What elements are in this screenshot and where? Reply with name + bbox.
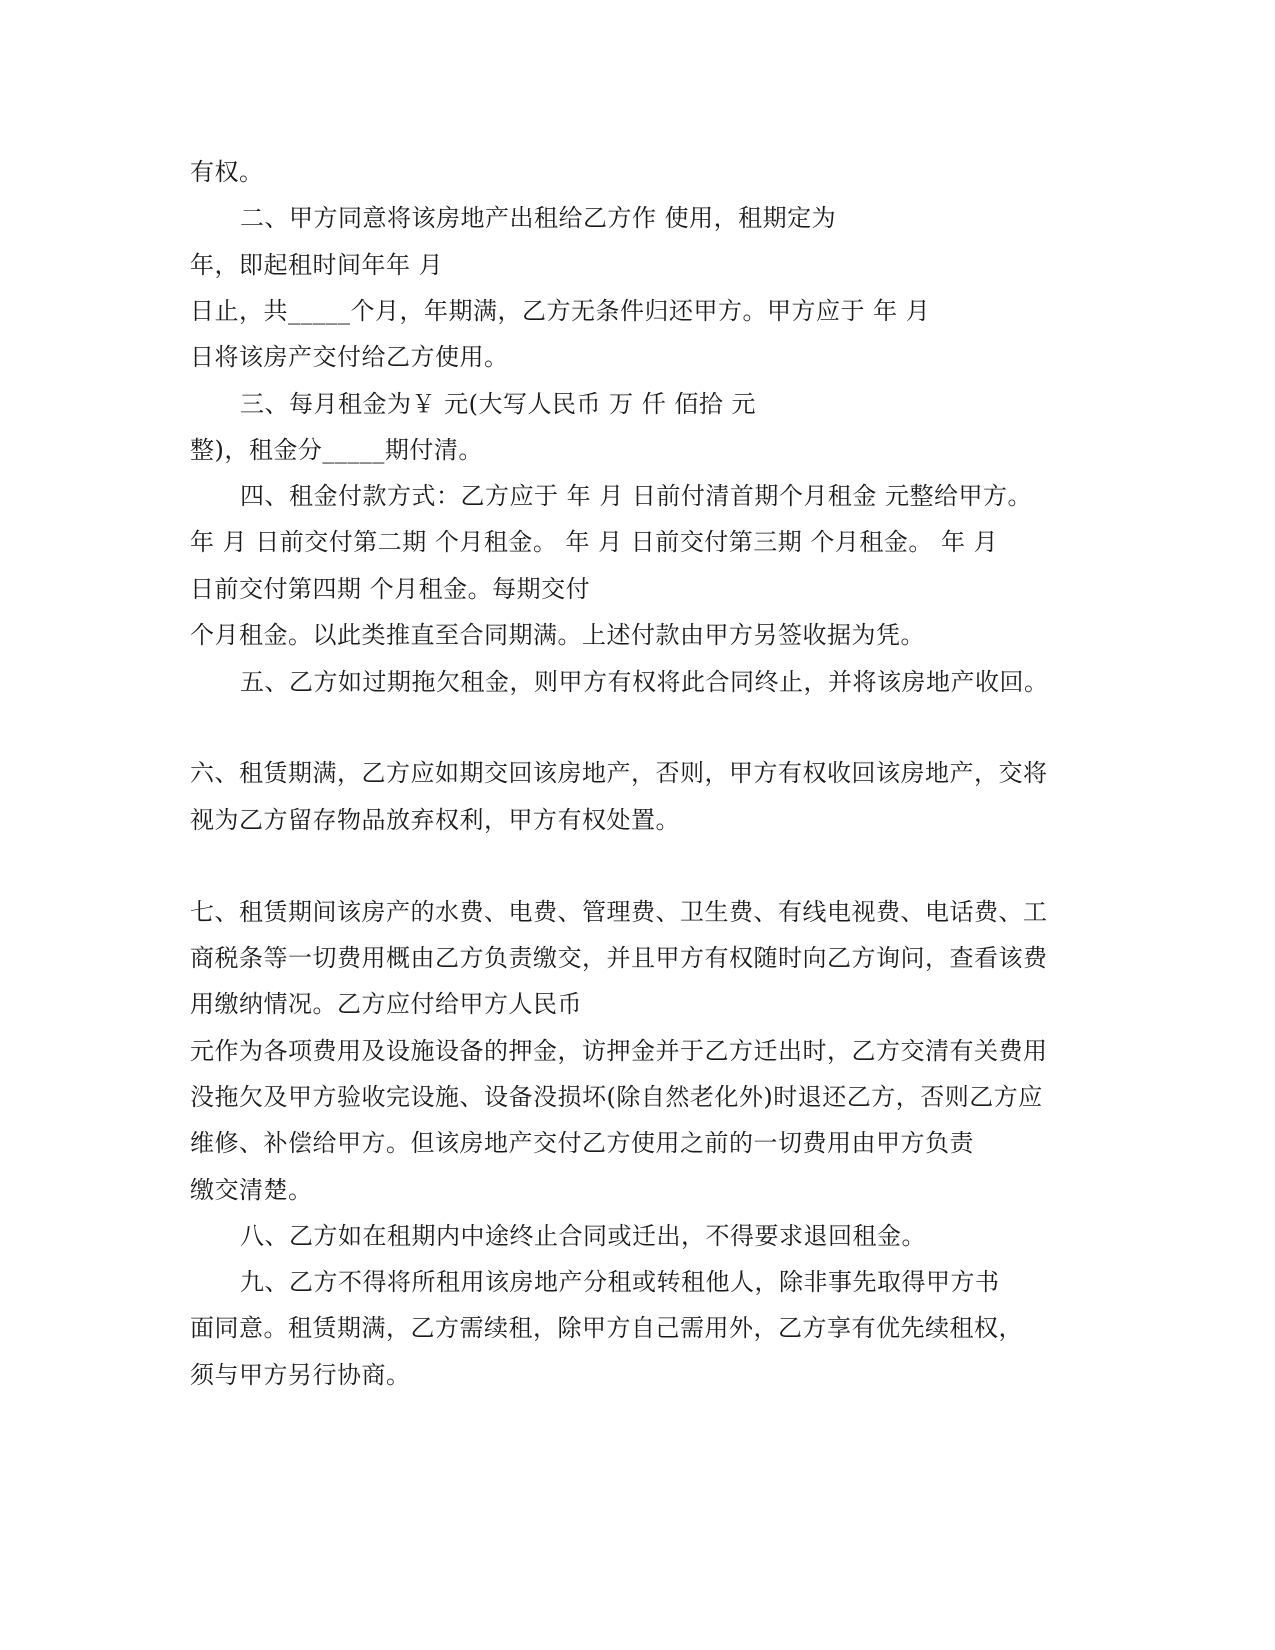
text-line: 七、租赁期间该房产的水费、电费、管理费、卫生费、有线电视费、电话费、工: [190, 898, 1048, 926]
text-line: 缴交清楚。: [190, 1176, 313, 1204]
text-line: 年 月 日前交付第二期 个月租金。 年 月 日前交付第三期 个月租金。 年 月: [190, 528, 999, 556]
text-line: 日将该房产交付给乙方使用。: [190, 343, 509, 371]
text-line: 年，即起租时间年年 月: [190, 251, 444, 279]
text-line: 整)，租金分_____期付清。: [190, 436, 483, 464]
text-line: 商税条等一切费用概由乙方负责缴交，并且甲方有权随时向乙方询问，查看该费: [190, 944, 1048, 972]
text-line: 三、每月租金为￥ 元(大写人民币 万 仟 佰拾 元: [240, 390, 757, 418]
text-line: 有权。: [190, 158, 264, 186]
text-line: 个月租金。以此类推直至合同期满。上述付款由甲方另签收据为凭。: [190, 621, 925, 649]
text-line: 二、甲方同意将该房地产出租给乙方作 使用，租期定为: [240, 204, 837, 232]
text-line: 八、乙方如在租期内中途终止合同或迁出，不得要求退回租金。: [240, 1222, 926, 1250]
text-line: 须与甲方另行协商。: [190, 1361, 411, 1389]
text-line: 日止，共_____个月，年期满，乙方无条件归还甲方。甲方应于 年 月: [190, 297, 931, 325]
text-line: 没拖欠及甲方验收完设施、设备没损坏(除自然老化外)时退还乙方，否则乙方应: [190, 1083, 1043, 1111]
text-line: 面同意。租赁期满，乙方需续租，除甲方自己需用外，乙方享有优先续租权，: [190, 1314, 1023, 1342]
text-line: 元作为各项费用及设施设备的押金，访押金并于乙方迁出时，乙方交清有关费用: [190, 1037, 1048, 1065]
text-line: 六、租赁期满，乙方应如期交回该房地产，否则，甲方有权收回该房地产，交将: [190, 759, 1048, 787]
text-line: 用缴纳情况。乙方应付给甲方人民币: [190, 990, 582, 1018]
text-line: 五、乙方如过期拖欠租金，则甲方有权将此合同终止，并将该房地产收回。: [240, 668, 1049, 696]
text-line: 维修、补偿给甲方。但该房地产交付乙方使用之前的一切费用由甲方负责: [190, 1129, 974, 1157]
text-line: 日前交付第四期 个月租金。每期交付: [190, 575, 591, 603]
text-line: 九、乙方不得将所租用该房地产分租或转租他人，除非事先取得甲方书: [240, 1268, 1000, 1296]
text-line: 四、租金付款方式：乙方应于 年 月 日前付清首期个月租金 元整给甲方。: [240, 482, 1033, 510]
text-line: 视为乙方留存物品放弃权利，甲方有权处置。: [190, 806, 680, 834]
